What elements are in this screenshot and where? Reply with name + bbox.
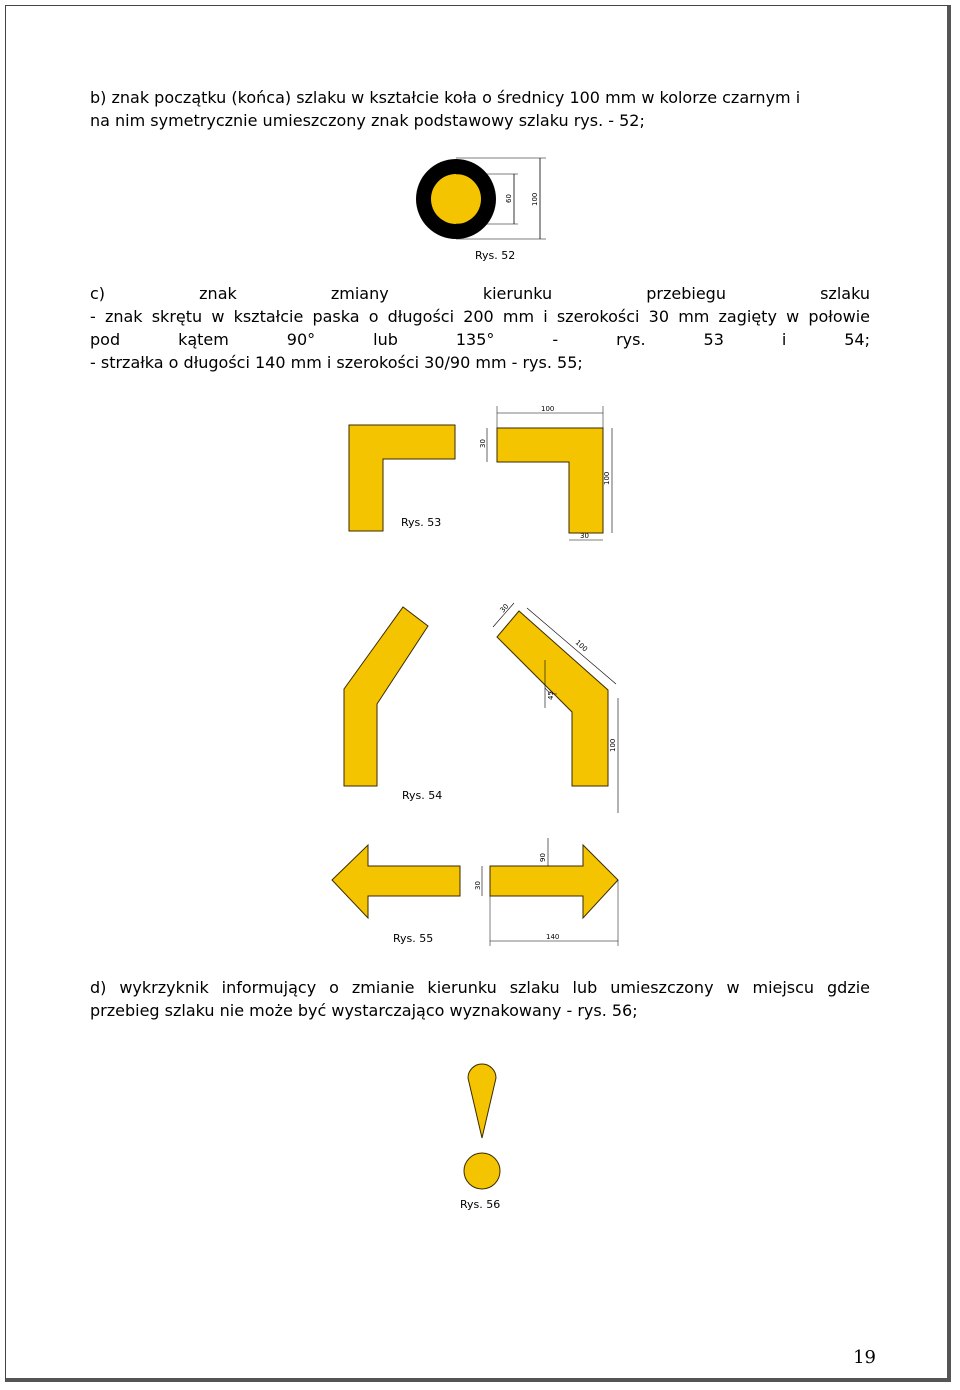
section-c-paragraph: [90, 282, 870, 374]
figure-54: [344, 602, 618, 813]
dim-top-label: 100: [541, 405, 555, 413]
dim-side-label: 100: [603, 471, 611, 485]
angled-sign-left: [344, 607, 428, 786]
section-c-line-1: c) znak zmiany kierunku przebiegu szlaku: [90, 284, 870, 303]
figure-56: [460, 1064, 500, 1211]
section-d-line-2: przebieg szlaku nie może być wystarczająco wyznakowany - rys. 56;: [90, 1001, 638, 1020]
dim-inner-label: 60: [505, 194, 513, 203]
section-c-line-4: - strzałka o długości 140 mm i szerokości 30/90 mm - rys. 55;: [90, 353, 583, 372]
figure-55-caption: Rys. 55: [393, 932, 434, 945]
dim-width-left-label: 30: [479, 439, 487, 448]
dim-len-label: 140: [546, 933, 560, 941]
exclamation-drop: [468, 1064, 496, 1138]
dim-outer-label: 100: [531, 192, 539, 206]
figure-56-caption: Rys. 56: [460, 1198, 501, 1211]
exclamation-dot: [464, 1153, 500, 1189]
section-b-line-2: na nim symetrycznie umieszczony znak podstawowy szlaku rys. - 52;: [90, 111, 645, 130]
figure-55: [332, 838, 618, 946]
figure-53: [349, 405, 612, 540]
figure-54-caption: Rys. 54: [402, 789, 443, 802]
yellow-inner-circle: [431, 174, 481, 224]
dim-width-label: 30: [498, 602, 511, 615]
arrow-left: [332, 845, 460, 918]
figure-52: [416, 158, 546, 262]
dim-len2-label: 100: [609, 738, 617, 752]
dim-angle-label: 45: [547, 691, 555, 700]
figure-53-caption: Rys. 53: [401, 516, 442, 529]
section-d-line-1: d) wykrzyknik informujący o zmianie kierunku szlaku lub umieszczony w miejscu gdzie: [90, 978, 870, 997]
right-angle-sign-right: [497, 428, 603, 533]
dim-len1-label: 100: [573, 638, 589, 654]
page-number: 19: [853, 1347, 876, 1368]
section-c-line-3: pod kątem 90° lub 135° - rys. 53 i 54;: [90, 330, 870, 349]
section-d-paragraph: [90, 976, 870, 1022]
section-c-line-2: - znak skrętu w kształcie paska o długości 200 mm i szerokości 30 mm zagięty w połowie: [90, 307, 870, 326]
dim-head-label: 90: [539, 853, 547, 862]
dim-width-bottom-label: 30: [580, 532, 589, 540]
arrow-right: [490, 845, 618, 918]
dim-shaft-label: 30: [474, 881, 482, 890]
figure-52-caption: Rys. 52: [475, 249, 516, 262]
section-b-line-1: b) znak początku (końca) szlaku w kształcie koła o średnicy 100 mm w kolorze czarnym i: [90, 88, 801, 107]
